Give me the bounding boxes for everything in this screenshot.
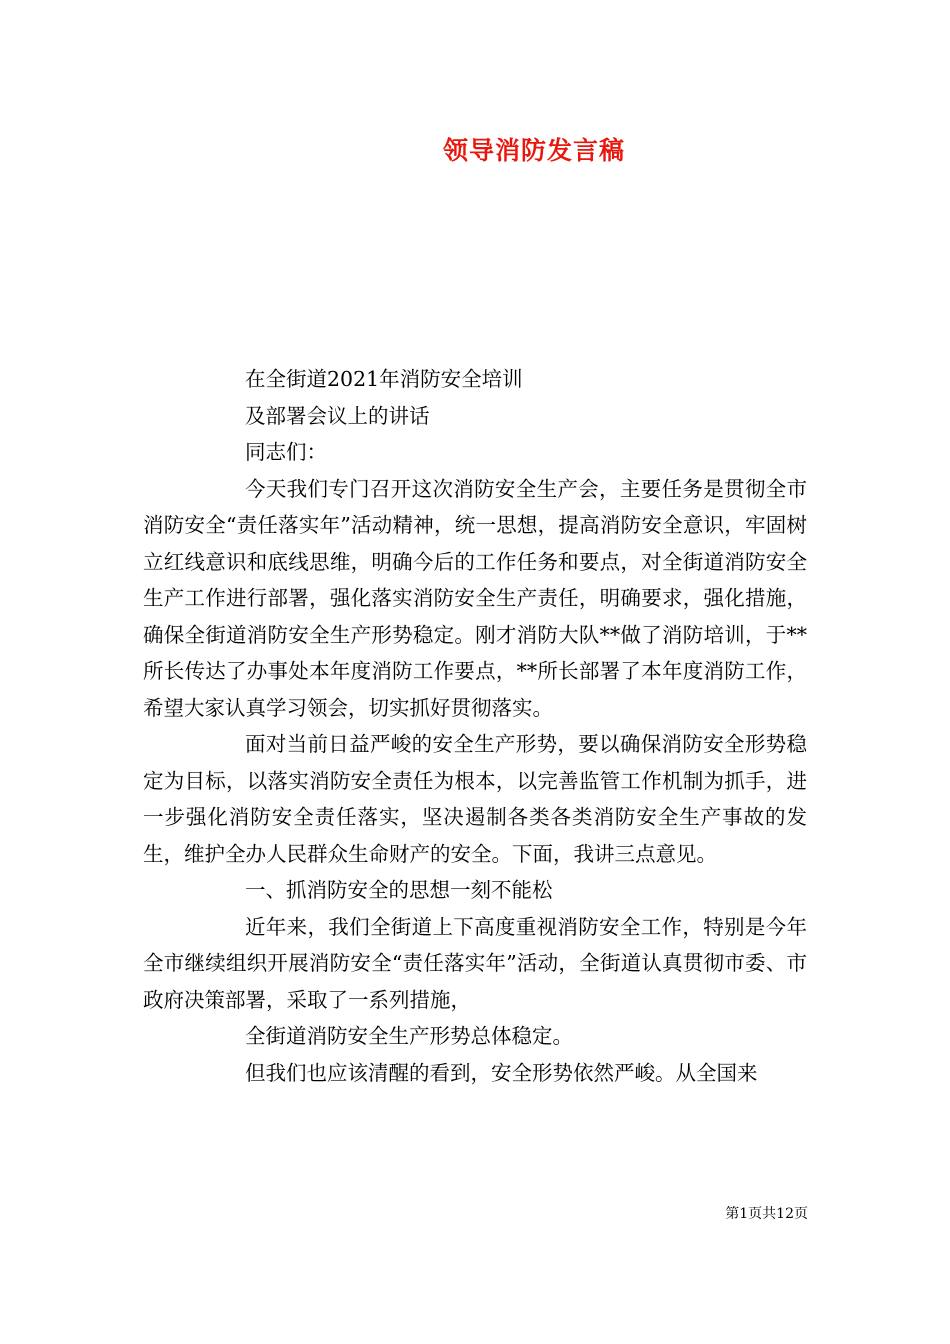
document-title (0, 134, 950, 168)
paragraph-overall-stable: 全街道消防安全生产形势总体稳定。 (245, 1024, 573, 1048)
section-heading-1: 一、抓消防安全的思想一刻不能松 (245, 878, 553, 902)
speech-title-line-2: 及部署会议上的讲话 (245, 403, 430, 428)
paragraph-opening: 今天我们专门召开这次消防安全生产会，主要任务是贯彻全市消防安全“责任落实年”活动精神，统一思想，提高消防安全意识，牢固树立红线意识和底线思维，明确今后的工作任务和要点，对全街道消防安全生产工作进行部署，强化落实消防安全生产责任，明确要求，强化措施，确保全街道消防安全生产形势稳定。刚才消防大队**做了消防培训，于**所长传达了办事处本年度消防工作要点，**所长部署了本年度消防工作，希望大家认真学习领会，切实抓好贯彻落实。 (143, 476, 807, 720)
document-body (143, 361, 807, 1091)
page-number-footer: 第1页共12页 (725, 1206, 808, 1222)
paragraph-however: 但我们也应该清醒的看到，安全形势依然严峻。从全国来 (245, 1060, 758, 1085)
speech-title-line-1: 在全街道2021年消防安全培训 (245, 367, 523, 391)
document-title-text: 领导消防发言稿 (442, 136, 625, 165)
paragraph-recent-years: 近年来，我们全街道上下高度重视消防安全工作，特别是今年全市继续组织开展消防安全“责任落实年”活动，全街道认真贯彻市委、市政府决策部署，采取了一系列措施， (143, 914, 807, 1012)
salutation: 同志们： (245, 440, 327, 464)
paragraph-situation: 面对当前日益严峻的安全生产形势，要以确保消防安全形势稳定为目标，以落实消防安全责任为根本，以完善监管工作机制为抓手，进一步强化消防安全责任落实，坚决遏制各类各类消防安全生产事故的发生，维护全办人民群众生命财产的安全。下面，我讲三点意见。 (143, 732, 807, 866)
